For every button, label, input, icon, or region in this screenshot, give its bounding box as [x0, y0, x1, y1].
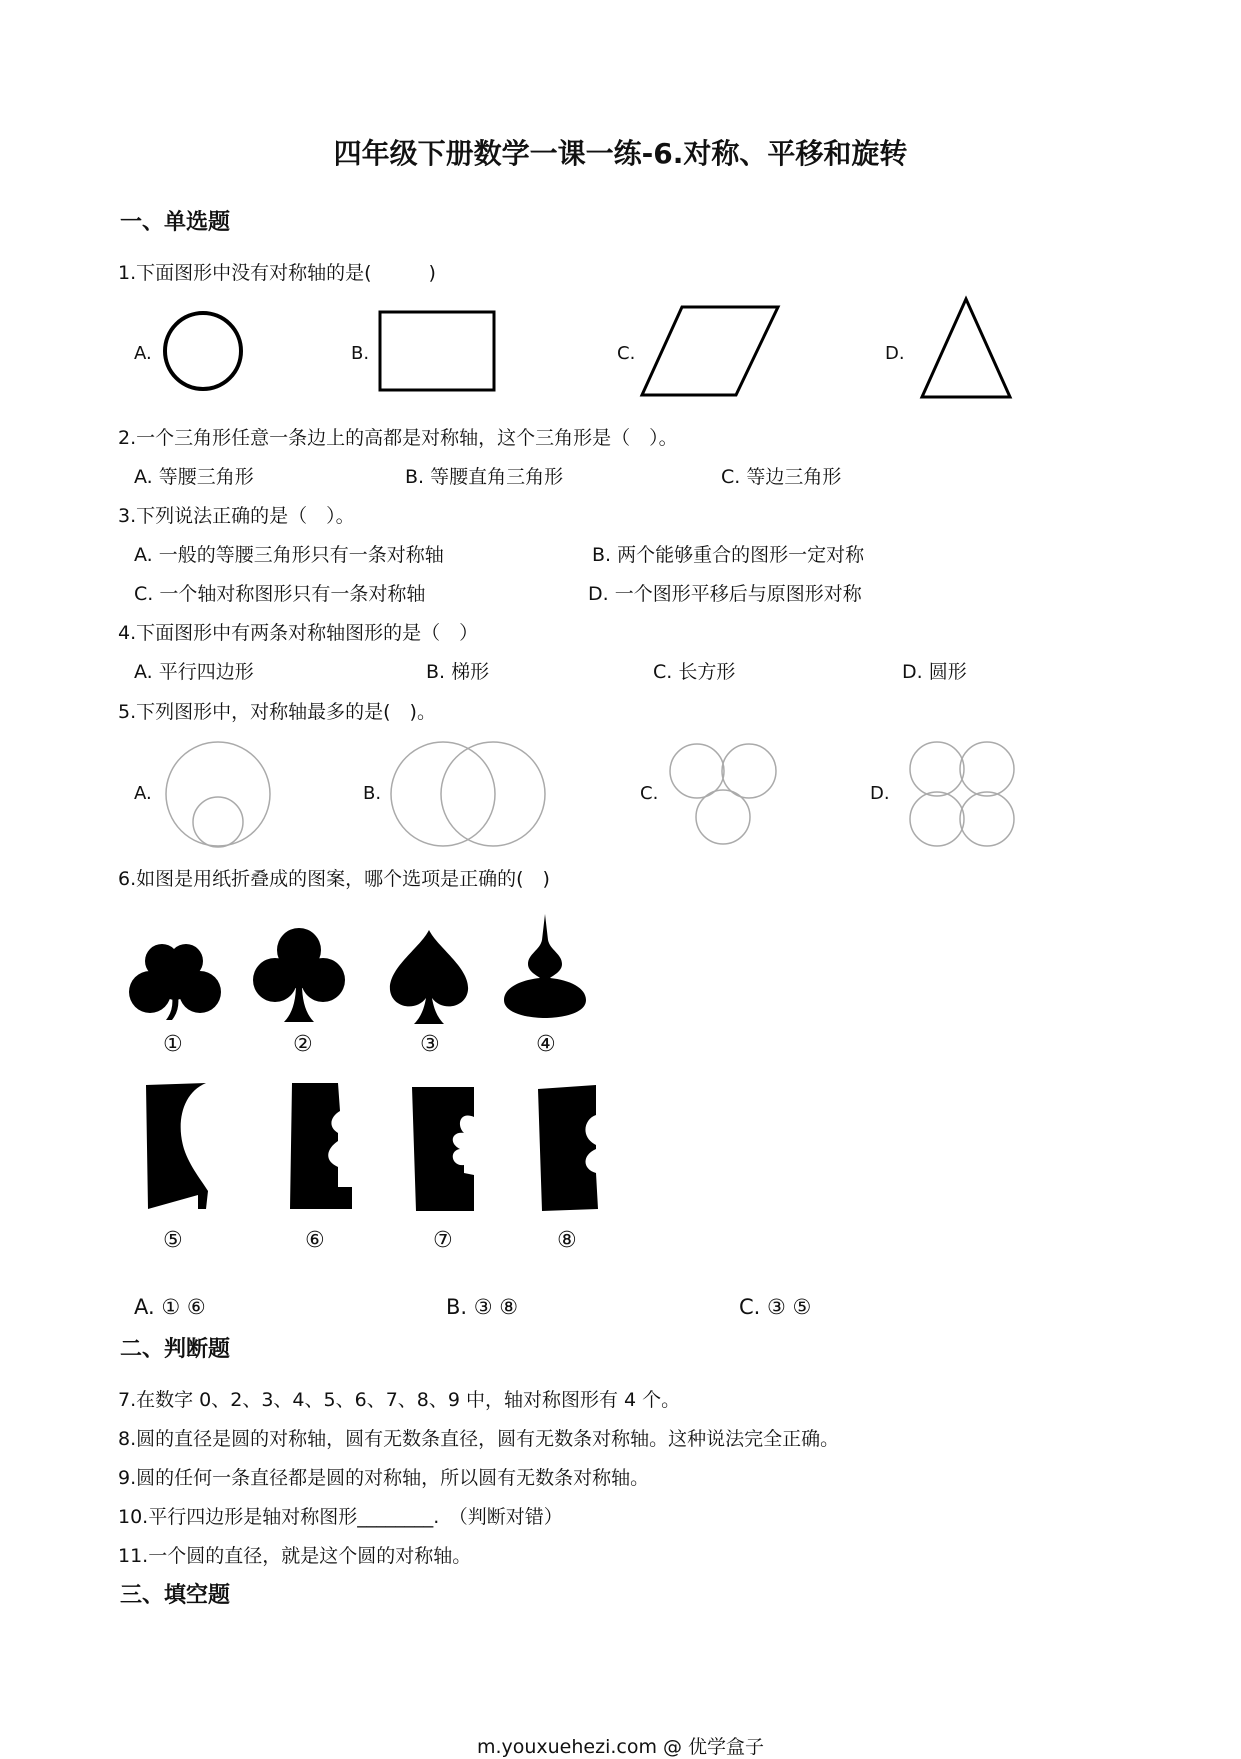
q1-label-c: C.	[617, 343, 636, 364]
q1-label-a: A.	[134, 343, 152, 364]
shape-6-number: ⑥	[305, 1228, 325, 1253]
shape-3-spade	[386, 928, 472, 1024]
shape-1-trefoil	[128, 938, 222, 1022]
question-4: 4.下面图形中有两条对称轴图形的是（ ）	[118, 622, 479, 644]
q1-label-d: D.	[885, 343, 905, 364]
q6-option-a: A. ① ⑥	[134, 1295, 206, 1319]
q1-rectangle-figure	[378, 310, 498, 394]
q4-option-c: C. 长方形	[653, 661, 736, 683]
shape-4-number: ④	[536, 1032, 556, 1057]
question-10: 10.平行四边形是轴对称图形________. （判断对错）	[118, 1506, 563, 1528]
question-8: 8.圆的直径是圆的对称轴，圆有无数条直径，圆有无数条对称轴。这种说法完全正确。	[118, 1428, 840, 1450]
shape-4-gourd	[500, 914, 590, 1024]
q5-label-b: B.	[363, 783, 382, 804]
q3-option-c: C. 一个轴对称图形只有一条对称轴	[134, 583, 426, 605]
question-9: 9.圆的任何一条直径都是圆的对称轴，所以圆有无数条对称轴。	[118, 1467, 650, 1489]
q3-option-d: D. 一个图形平移后与原图形对称	[588, 583, 862, 605]
question-5: 5.下列图形中，对称轴最多的是( )。	[118, 701, 436, 723]
question-11: 11.一个圆的直径，就是这个圆的对称轴。	[118, 1545, 472, 1567]
q2-option-c: C. 等边三角形	[721, 466, 842, 488]
q5-figure-b	[388, 740, 550, 850]
shape-5-folded-paper	[146, 1083, 212, 1211]
question-1: 1.下面图形中没有对称轴的是( )	[118, 262, 436, 284]
q3-option-b: B. 两个能够重合的图形一定对称	[592, 544, 865, 566]
shape-6-folded-paper	[290, 1083, 356, 1211]
section-heading-true-false: 二、判断题	[120, 1337, 231, 1362]
q4-option-d: D. 圆形	[902, 661, 967, 683]
q5-figure-a	[160, 740, 276, 850]
question-3: 3.下列说法正确的是（ ）。	[118, 505, 355, 527]
q6-option-b: B. ③ ⑧	[446, 1295, 519, 1319]
q5-label-a: A.	[134, 783, 152, 804]
q6-option-c: C. ③ ⑤	[739, 1295, 812, 1319]
q1-label-b: B.	[351, 343, 370, 364]
q1-triangle-figure	[918, 296, 1012, 400]
shape-8-folded-paper	[538, 1085, 606, 1213]
section-heading-fill-blank: 三、填空题	[120, 1583, 231, 1608]
q1-circle-figure	[160, 308, 246, 394]
page-footer: m.youxuehezi.com @ 优学盒子	[476, 1736, 765, 1758]
q3-option-a: A. 一般的等腰三角形只有一条对称轴	[134, 544, 444, 566]
shape-5-number: ⑤	[163, 1228, 183, 1253]
q4-option-b: B. 梯形	[426, 661, 490, 683]
question-7: 7.在数字 0、2、3、4、5、6、7、8、9 中，轴对称图形有 4 个。	[118, 1389, 681, 1411]
q5-figure-c	[663, 738, 781, 848]
shape-2-club	[252, 924, 346, 1024]
question-6: 6.如图是用纸折叠成的图案，哪个选项是正确的( )	[118, 868, 550, 890]
q5-label-d: D.	[870, 783, 890, 804]
shape-2-number: ②	[293, 1032, 313, 1057]
q5-figure-d	[902, 734, 1022, 854]
q5-label-c: C.	[640, 783, 659, 804]
shape-7-number: ⑦	[433, 1228, 453, 1253]
question-2: 2.一个三角形任意一条边上的高都是对称轴，这个三角形是（ ）。	[118, 427, 678, 449]
q2-option-a: A. 等腰三角形	[134, 466, 254, 488]
q4-option-a: A. 平行四边形	[134, 661, 254, 683]
section-heading-single-choice: 一、单选题	[120, 210, 231, 235]
shape-1-number: ①	[163, 1032, 183, 1057]
page-title: 四年级下册数学一课一练-6.对称、平移和旋转	[333, 137, 908, 170]
q2-option-b: B. 等腰直角三角形	[405, 466, 564, 488]
q1-parallelogram-figure	[640, 305, 780, 399]
shape-7-folded-paper	[412, 1087, 480, 1213]
shape-3-number: ③	[420, 1032, 440, 1057]
shape-8-number: ⑧	[557, 1228, 577, 1253]
